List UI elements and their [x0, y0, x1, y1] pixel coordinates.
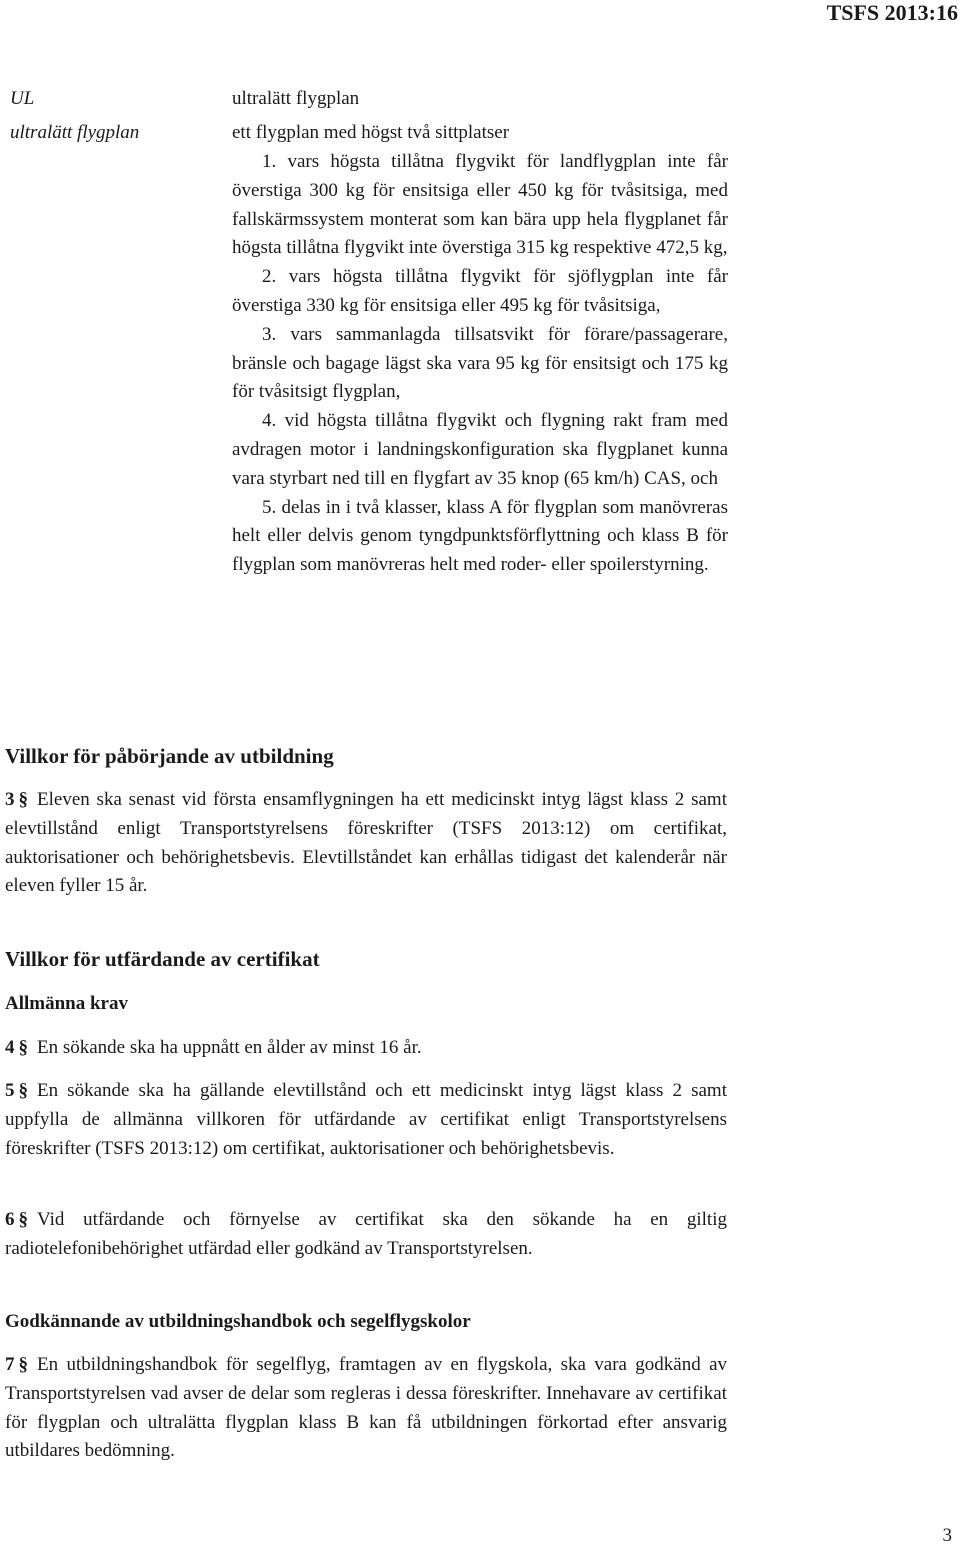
section-heading-approval: Godkännande av utbildningshandbok och segelflygskolor — [5, 1311, 471, 1332]
definition-criterion: 3. vars sammanlagda tillsatsvikt för förare/passagerare, bränsle och bagage lägst ska vara 95 kg för ensitsigt och 175 kg för tvåsitsigt flygplan, — [232, 323, 728, 403]
section-6-paragraph — [5, 1206, 727, 1264]
paragraph-sign: § — [18, 1209, 28, 1230]
paragraph-sign: § — [18, 1354, 28, 1375]
section-text: En sökande ska ha uppnått en ålder av minst 16 år. — [37, 1037, 422, 1058]
section-number: 4 — [5, 1037, 15, 1058]
paragraph-sign: § — [18, 1080, 28, 1101]
section-number: 3 — [5, 789, 15, 810]
section-7-paragraph — [5, 1351, 727, 1466]
paragraph-sign: § — [18, 789, 28, 810]
page-number: 3 — [942, 1525, 952, 1546]
section-text: En utbildningshandbok för segelflyg, framtagen av en flygskola, ska vara godkänd av Transportstyrelsen vad avser de delar som regleras i dessa föreskrifter. Innehavare av certifikat för flygplan och ultralätta flygplan klass B kan få utbildningen förkortad efter ansvarig utbildares bedömning. — [5, 1354, 727, 1462]
paragraph-sign: § — [18, 1037, 28, 1058]
definition-criteria-list — [232, 148, 728, 580]
section-number: 7 — [5, 1354, 15, 1375]
section-heading-certificate: Villkor för utfärdande av certifikat — [5, 947, 320, 971]
definition-term-full: ultralätt flygplan — [10, 122, 140, 143]
section-4-paragraph — [5, 1034, 727, 1063]
section-heading-training: Villkor för påbörjande av utbildning — [5, 744, 334, 768]
document-code: TSFS 2013:16 — [826, 0, 958, 25]
section-number: 5 — [5, 1080, 15, 1101]
section-text: Eleven ska senast vid första ensamflygningen ha ett medicinskt intyg lägst klass 2 samt elevtillstånd enligt Transportstyrelsens föreskrifter (TSFS 2013:12) om certifikat, auktorisationer och behörighetsbevis. Elevtillståndet kan erhållas tidigast det kalenderår när eleven fyller 15 år. — [5, 789, 727, 897]
section-text: En sökande ska ha gällande elevtillstånd och ett medicinskt intyg lägst klass 2 samt uppfylla de allmänna villkoren för utfärdande av certifikat enligt Transportstyrelsens föreskrifter (TSFS 2013:12) om certifikat, auktorisationer och behörighetsbevis. — [5, 1080, 727, 1159]
definition-criterion: 1. vars högsta tillåtna flygvikt för landflygplan inte får överstiga 300 kg för ensitsiga eller 450 kg för tvåsitsiga, med fallskärmssystem monterat som kan bära upp hela flygplanet får högsta tillåtna flygvikt inte överstiga 315 kg respektive 472,5 kg, — [232, 151, 728, 259]
section-3-paragraph — [5, 786, 727, 901]
definition-criterion: 5. delas in i två klasser, klass A för flygplan som manövreras helt eller delvis genom tyngdpunktsförflyttning och klass B för flygplan som manövreras helt med roder- eller spoilerstyrning. — [232, 496, 728, 576]
definition-criterion: 4. vid högsta tillåtna flygvikt och flygning rakt fram med avdragen motor i landningskonfiguration ska flygplanet kunna vara styrbart ned till en flygfart av 35 knop (65 km/h) CAS, och — [232, 410, 728, 489]
subheading-general-requirements: Allmänna krav — [5, 993, 128, 1014]
section-number: 6 — [5, 1209, 15, 1230]
definition-text-full: ett flygplan med högst två sittplatser — [232, 122, 510, 143]
definition-term-abbreviation: UL — [10, 88, 35, 109]
definition-text-abbreviation: ultralätt flygplan — [232, 88, 360, 109]
section-5-paragraph — [5, 1077, 727, 1163]
definition-criterion: 2. vars högsta tillåtna flygvikt för sjöflygplan inte får överstiga 330 kg för ensitsiga eller 495 kg för tvåsitsiga, — [232, 266, 728, 316]
section-text: Vid utfärdande och förnyelse av certifikat ska den sökande ha en giltig radiotelefonibehörighet utfärdad eller godkänd av Transportstyrelsen. — [5, 1209, 727, 1259]
